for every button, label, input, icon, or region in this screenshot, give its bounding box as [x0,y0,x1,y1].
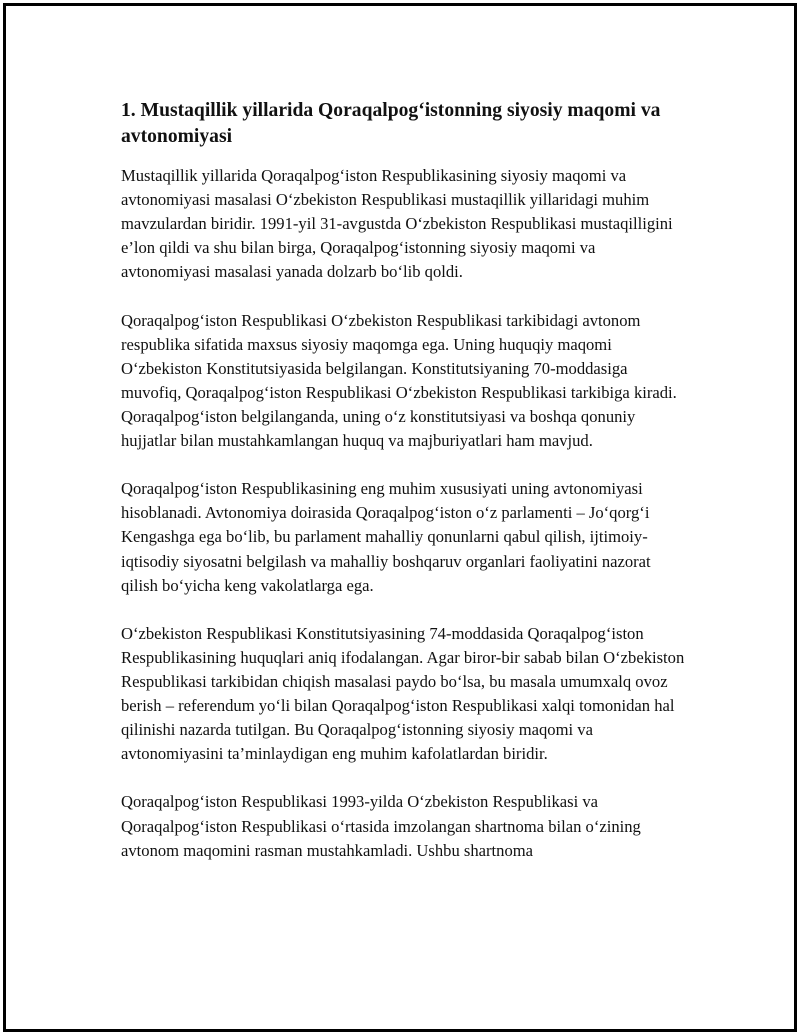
page-frame [3,3,797,1032]
paragraph-5: Qoraqalpog‘iston Respublikasi 1993-yilda O‘zbekiston Respublikasi va Qoraqalpog‘iston Respublikasi o‘rtasida imzolangan shartnoma bilan o‘zining avtonom maqomini rasman mustahkamladi. Ushbu shartnoma [121,792,641,860]
paragraph-4: O‘zbekiston Respublikasi Konstitutsiyasining 74-moddasida Qoraqalpog‘iston Respublikasining huquqlari aniq ifodalangan. Agar biror-bir sabab bilan O‘zbekiston Respublikasi tarkibidan chiqish masalasi paydo bo‘lsa, bu masala umumxalq ovoz berish – referendum yo‘li bilan Qoraqalpog‘iston Respublikasi xalqi tomonidan hal qilinishi nazarda tutilgan. Bu Qoraqalpog‘istonning siyosiy maqomi va avtonomiyasini ta’minlaydigan eng muhim kafolatlardan biridir. [121,623,685,764]
paragraph-2: Qoraqalpog‘iston Respublikasi O‘zbekiston Respublikasi tarkibidagi avtonom respublika sifatida maxsus siyosiy maqomga ega. Uning huquqiy maqomi O‘zbekiston Konstitutsiyasida belgilangan. Konstitutsiyaning 70-moddasiga muvofiq, Qoraqalpog‘iston Respublikasi O‘zbekiston Respublikasi tarkibiga kiradi. Qoraqalpog‘iston belgilanganda, uning o‘z konstitutsiyasi va boshqa qonuniy hujjatlar bilan mustahkamlangan huquq va majburiyatlari ham mavjud. [121,310,677,451]
paragraph-1: Mustaqillik yillarida Qoraqalpog‘iston Respublikasining siyosiy maqomi va avtonomiyasi masalasi O‘zbekiston Respublikasi mustaqillik yillaridagi muhim mavzulardan biridir. 1991-yil 31-avgustda O‘zbekiston Respublikasi mustaqilligini e’lon qildi va shu bilan birga, Qoraqalpog‘istonning siyosiy maqomi va avtonomiyasi masalasi yanada dolzarb bo‘lib qoldi. [121,166,673,282]
document-body [121,98,686,863]
paragraph-3: Qoraqalpog‘iston Respublikasining eng muhim xususiyati uning avtonomiyasi hisoblanadi. Avtonomiya doirasida Qoraqalpog‘iston o‘z parlamenti – Jo‘qorg‘i Kengashga ega bo‘lib, bu parlament mahalliy qonunlarni qabul qilish, ijtimoiy-iqtisodiy siyosatni belgilash va mahalliy boshqaruv organlari faoliyatini nazorat qilish bo‘yicha keng vakolatlarga ega. [121,479,651,595]
section-heading: 1. Mustaqillik yillarida Qoraqalpog‘istonning siyosiy maqomi va avtonomiyasi [121,100,661,147]
